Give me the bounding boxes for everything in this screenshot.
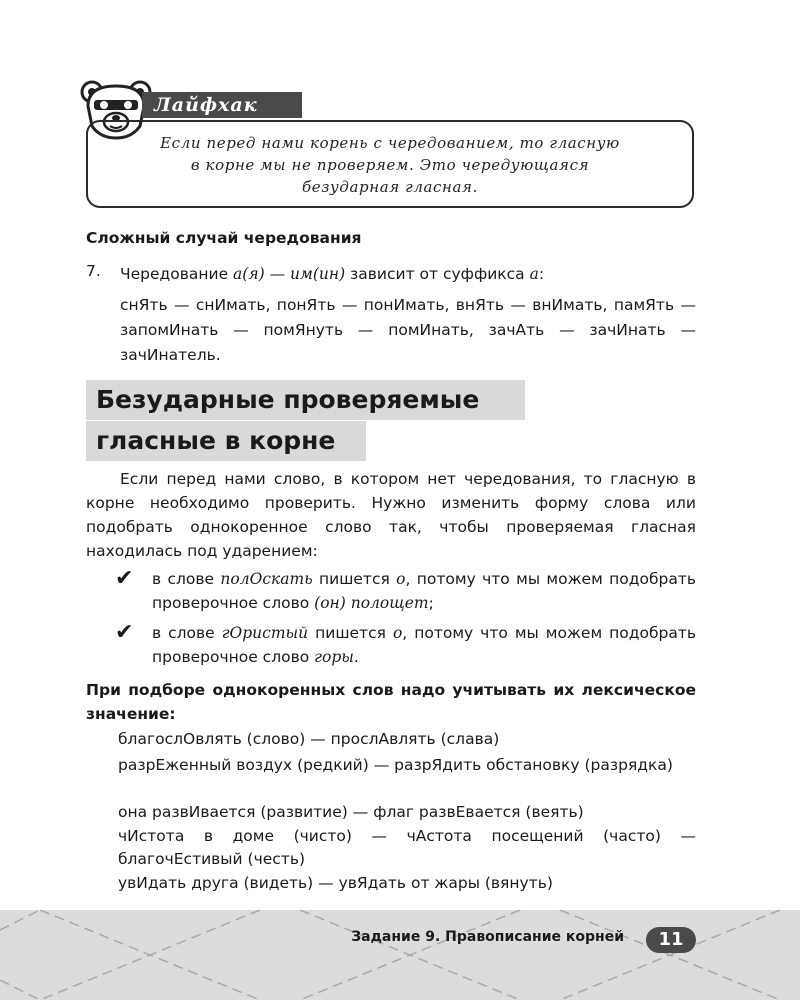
bullet-item: в слове гОристый пишется о, потому что мы можем подобрать проверочное слово горы.: [152, 624, 697, 666]
bullet-item: в слове полОскать пишется о, потому что мы можем подобрать проверочное слово (он) полощет;: [152, 570, 696, 612]
complex-case-heading: Сложный случай чередования: [86, 229, 362, 247]
lifehack-line: Если перед нами корень с чередованием, то гласную: [160, 134, 620, 152]
lifehack-label: Лайфхак: [142, 92, 302, 118]
footer-title: Задание 9. Правописание корней: [351, 929, 624, 945]
lifehack-box: [86, 120, 694, 208]
example-line: увИдать друга (видеть) — увЯдать от жары (вянуть): [118, 874, 553, 892]
page-number: 11: [646, 927, 696, 953]
section-title-line2: гласные в корне: [86, 421, 366, 461]
item-7-examples: снЯть — снИмать, понЯть — понИмать, внЯть — внИмать, памЯть — запомИнать — помЯнуть — помИнать, зачАть — зачИнать — зачИнатель.: [120, 296, 696, 364]
example-line: она развИвается (развитие) — флаг развЕвается (веять): [118, 803, 584, 821]
item-number: 7.: [86, 262, 101, 280]
example-line: чИстота в доме (чисто) — чАстота посещений (часто) — благочЕстивый (честь): [118, 827, 696, 868]
footer-pattern: [0, 910, 800, 1000]
section-title-line1: Безударные проверяемые: [86, 380, 525, 420]
page-footer: [0, 910, 800, 1000]
checkmark-icon: ✔: [115, 566, 134, 591]
lifehack-line: в корне мы не проверяем. Это чередующаяся: [190, 156, 590, 174]
example-line: разрЕженный воздух (редкий) — разрЯдить обстановку (разрядка): [118, 756, 673, 774]
section-intro: Если перед нами слово, в котором нет чередования, то гласную в корне необходимо проверить. Нужно изменить форму слова или подобрать однокоренное слово так, чтобы проверяемая гласная находилась под ударением:: [86, 470, 696, 560]
checkmark-icon: ✔: [115, 620, 134, 645]
lexical-note: При подборе однокоренных слов надо учитывать их лексическое значение:: [86, 681, 696, 723]
lifehack-line: безударная гласная.: [302, 178, 478, 196]
item-7-text: Чередование а(я) — им(ин) зависит от суффикса а:: [120, 265, 545, 283]
example-line: благослОвлять (слово) — прослАвлять (слава): [118, 730, 500, 748]
